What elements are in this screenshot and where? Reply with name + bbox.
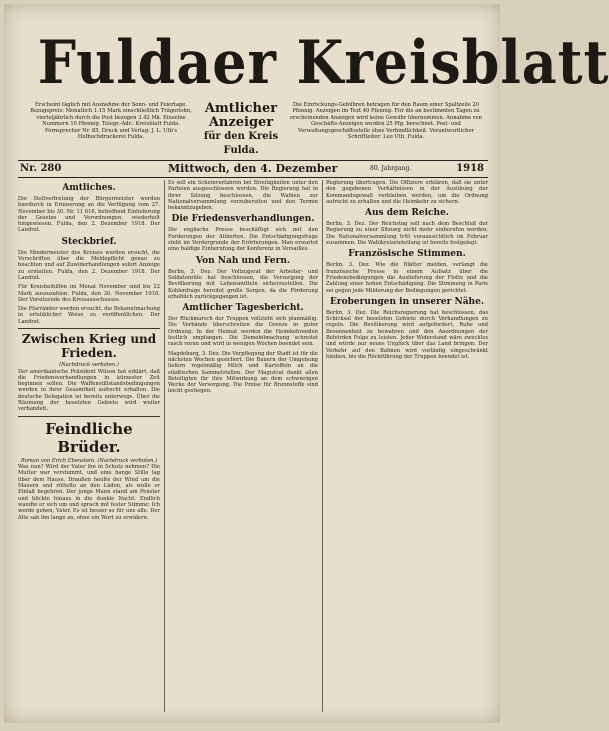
serial-text: Was nun? Wird der Vater ihn in Schutz nehmen? Die Mutter war verstummt, und eine bange Stille lag über dem Hause. Draußen heulte der Wind um die Mauern und rüttelte an den Läden, als wolle er Einlaß begehren. Der junge Mann stand am Fenster und blickte hinaus in die dunkle Nacht. Endlich wandte er sich um und sprach mit fester Stimme: Ich werde gehen, Vater. Es ist besser so für uns alle. Der Alte sah ihn lange an, ohne ein Wort zu erwidern. (18, 464, 160, 521)
section-heading: Zwischen Krieg und Frieden. (21, 332, 157, 361)
serial-subheading: Roman von Erich Ebenstein. (Nachdruck verboten.) (20, 457, 158, 464)
article-text: Regierung übertragen. Die Offiziere erklären, daß sie unter den gegebenen Verhältnissen in der Ausübung der Kommandogewalt verbleiben werden, um die Ordnung aufrecht zu erhalten und die Heimkehr zu sichern. (326, 180, 488, 205)
section-heading: Eroberungen in unserer Nähe. (330, 296, 484, 307)
article-text: Für Kreisbeihilfen im Monat November sind bis 22 Mark auszuzahlen. Fulda, den 30. November 1918. Der Vorsitzende des Kreisausschusses. (18, 284, 160, 303)
divider (18, 416, 160, 417)
article-text: Berlin, 3. Dez. Der Vollzugsrat der Arbeiter- und Soldatenräte hat beschlossen, die Versorgung der Bevölkerung mit Lebensmitteln sicherzustellen. Die Kohlenfrage bereitet große Sorgen, da die Förderung erheblich zurückgegangen ist. (168, 268, 318, 300)
article-text: Der amerikanische Präsident Wilson hat erklärt, daß die Friedensverhandlungen in kürzester Zeit beginnen sollen. Die Waffenstillstandsbedingungen werden in ihrer Gesamtheit aufrecht erhalten. Die deutsche Delegation ist bereits unterwegs. Über die Räumung der besetzten Gebiete wird weiter verhandelt. (18, 368, 160, 413)
section-heading: Steckbrief. (61, 236, 117, 247)
issue-date: Mittwoch, den 4. Dezember (168, 162, 338, 175)
divider (18, 328, 160, 329)
article-text: Magdeburg, 3. Dez. Die Verpflegung der Stadt ist für die nächsten Wochen gesichert. Die Bauern der Umgebung liefern regelmäßig Milch und Kartoffeln an die städtischen Sammelstellen. Der Magistrat dankt allen Beteiligten für ihre Mitwirkung an dem schwierigen Werke der Versorgung. Die Preise für Brennstoffe sind leicht gestiegen. (168, 350, 318, 395)
column-1 (18, 180, 160, 712)
column-3 (326, 180, 488, 712)
section-heading: Aus dem Reiche. (365, 208, 449, 219)
center-ear-line-1: Amtlicher (204, 101, 278, 116)
center-ear-line-4: Fulda. (223, 145, 259, 156)
section-heading: Amtlicher Tagesbericht. (182, 303, 304, 314)
issue-number: Nr. 280 (20, 163, 62, 174)
section-subheading: (Nachdruck verboten.) (59, 362, 119, 369)
right-ear-notice: Die Einrückungs-Gebühren betragen für den Raum einer Spaltzeile 20 Pfennig. Anzeigen im Text 40 Pfennig. Für die an bestimmten Tagen zu erscheinenden Anzeigen wird keine Gewähr übernommen. Annahme von Geschäfts-Anzeigen werden 25 Pfg. berechnet. Post- und Verwaltungsgeschäftsstelle ohne Verbindlichkeit. Verantwortlicher Schriftleiter: Leo Uth, Fulda. (289, 102, 483, 141)
dateline-bar (18, 160, 488, 178)
article-text: Berlin, 3. Dez. Der Reichstag soll nach dem Beschluß der Regierung zu einer Sitzung nicht mehr einberufen werden. Die Nationalversammlung tritt voraussichtlich im Februar zusammen. Die Wahlkreiseinteilung ist bereits festgelegt. (326, 221, 488, 247)
section-heading: Amtliches. (62, 183, 116, 193)
article-text: Berlin, 3. Dez. Wie die Blätter melden, verlangt die französische Presse in einem Aufsatz über die Friedensbedingungen die Auslieferung der Flotte und die Zahlung einer hohen Entschädigung. Die Stimmung in Paris sei gegen jede Milderung der Bedingungen gerichtet. (326, 262, 488, 294)
article-text: Es soll ein Scheinverfahren bei Streitigkeiten unter den Parteien ausgeschlossen werden. Die Regierung hat in ihrer Sitzung beschlossen, die Wahlen zur Nationalversammlung vorzubereiten und den Termin bekanntzugeben. (168, 180, 318, 212)
masthead-title: Fuldaer Kreisblatt (37, 28, 609, 98)
newspaper-page (4, 4, 609, 723)
article-text: Die englische Presse beschäftigt sich mit den Forderungen der Alliierten. Die Entschädigungsfrage steht im Vordergrunde der Erörterungen. Man erwartet eine baldige Einberufung der Konferenz in Versailles. (168, 227, 318, 253)
section-heading: Die Friedensverhandlungen. (171, 214, 315, 225)
volume-label: 80. Jahrgang. (370, 165, 412, 172)
article-text: Die Stellvertretung der Bürgermeister werden hierdurch in Erinnerung an die Verfügung vom 27. November bis 30. Nr. 11 616, betreffend Einlieferung der Gesetze und Verordnungen, wiederholt hingewiesen. Fulda, den 2. Dezember 1918. Der Landrat. (18, 196, 160, 234)
issue-year: 1918 (456, 163, 484, 174)
article-text: Die Pfarrämter werden ersucht, die Bekanntmachung in ortsüblicher Weise zu veröffentlichen. Der Landrat. (18, 306, 160, 325)
article-text: Die Mindermeister des Kreises werden ersucht, die Vorschriften über die Meldepflicht genau zu beachten und auf Zuwiderhandlungen sofort Anzeige zu erstatten. Fulda, den 2. Dezember 1918. Der Landrat. (18, 249, 160, 281)
serial-heading: Feindliche Brüder. (45, 419, 133, 456)
center-ear (202, 102, 280, 158)
section-heading: Französische Stimmen. (348, 249, 466, 260)
left-ear-notice: Erscheint täglich mit Ausnahme der Sonn- und Feiertage. Bezugspreis: Monatlich 1.15 Mark einschließlich Trägerlohn, vierteljährlich durch die Post bezogen 3.42 Mk. Einzelne Nummern 10 Pfennig. Telegr.-Adr.: Kreisblatt Fulda. Fernsprecher Nr. 85. Druck und Verlag: J. L. Uth's Hofbuchdruckerei Fulda. (30, 102, 192, 141)
center-ear-line-2: Anzeiger (208, 115, 274, 130)
column-rule (164, 180, 165, 712)
column-2 (168, 180, 318, 712)
article-text: Der Rückmarsch der Truppen vollzieht sich planmäßig. Die Verbände überschreiten die Grenze in guter Ordnung. In der Heimat werden die Heimkehrenden festlich empfangen. Die Demobilmachung schreitet rasch voran und wird in wenigen Wochen beendet sein. (168, 316, 318, 348)
section-heading: Von Nah und Fern. (195, 255, 291, 266)
article-text: Berlin, 3. Dez. Die Reichsregierung hat beschlossen, das Schicksal der besetzten Gebiete durch Verhandlungen zu regeln. Die Bevölkerung wird aufgefordert, Ruhe und Besonnenheit zu bewahren und den Anordnungen der Behörden Folge zu leisten. Jeder Widerstand wäre zwecklos und würde nur neues Unglück über das Land bringen. Der Verkehr auf den Bahnen wird vorläufig eingeschränkt bleiben, bis die Rückführung der Truppen beendet ist. (326, 309, 488, 360)
center-ear-line-3: für den Kreis (203, 131, 279, 142)
column-rule (322, 180, 323, 712)
